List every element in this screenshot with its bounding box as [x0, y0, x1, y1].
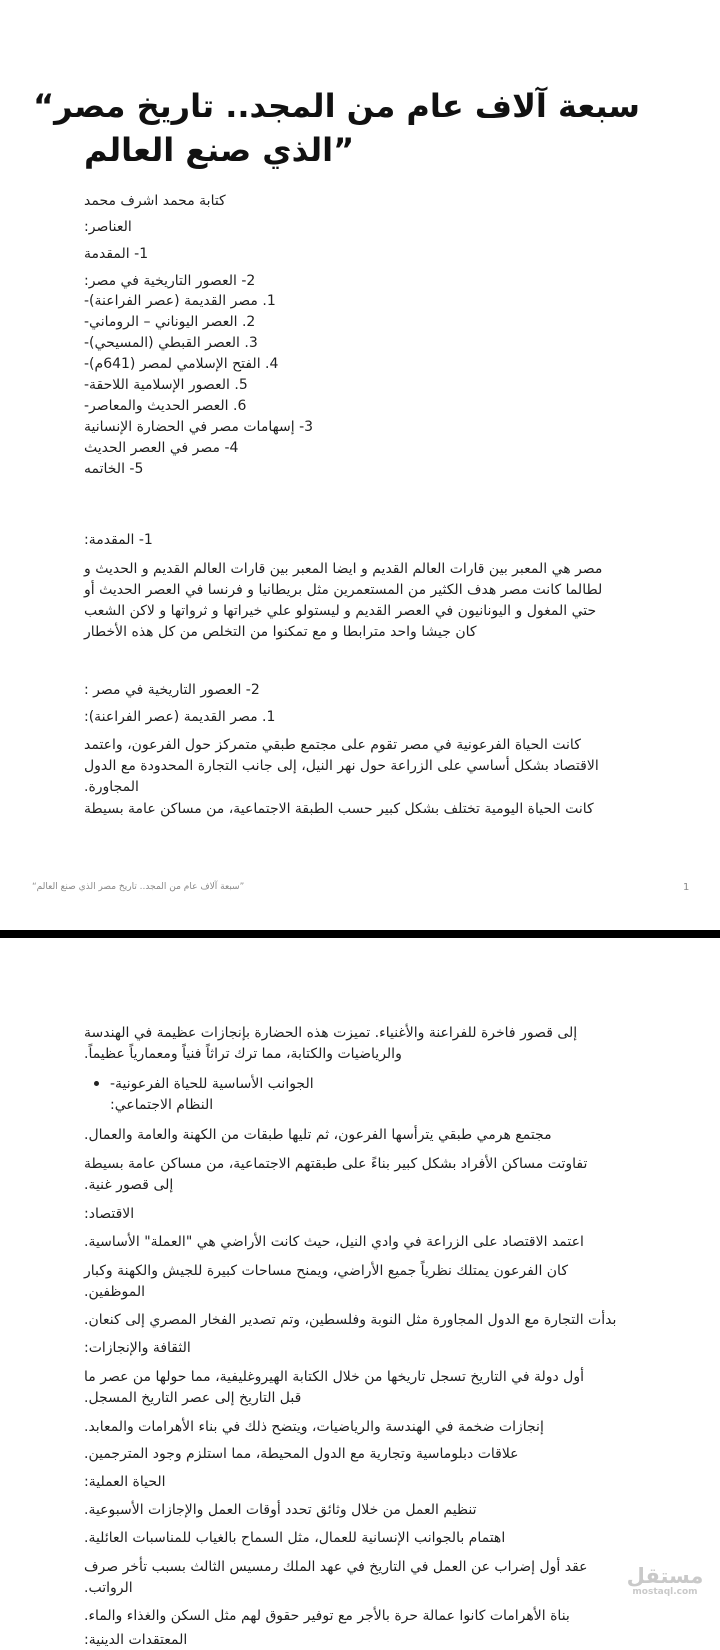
bullet-icon	[94, 1081, 99, 1086]
toc-item: 2- العصور التاريخية في مصر:	[84, 273, 256, 289]
ancient-paragraph-line: الاقتصاد بشكل أساسي على الزراعة حول نهر النيل، إلى جانب التجارة المحدودة مع الدول	[84, 758, 599, 774]
ancient-paragraph-line: المجاورة.	[84, 779, 139, 795]
culture-paragraph: علاقات دبلوماسية وتجارية مع الدول المحيطة، مما استلزم وجود المترجمين.	[84, 1446, 519, 1462]
culture-paragraph-line: قبل التاريخ إلى عصر التاريخ المسجل.	[84, 1390, 302, 1406]
bullet-item-line: النظام الاجتماعي:	[110, 1097, 214, 1113]
social-paragraph: مجتمع هرمي طبقي يترأسها الفرعون، ثم تليها طبقات من الكهنة والعامة والعمال.	[84, 1127, 552, 1143]
page-number: 1	[683, 882, 690, 893]
intro-paragraph-line: كان جيشا واحد مترابطا و مع تمكنوا من التخلص من كل هذه الأخطار	[84, 624, 477, 640]
ancient-paragraph-line: كانت الحياة اليومية تختلف بشكل كبير حسب الطبقة الاجتماعية، من مساكن عامة بسيطة	[84, 801, 594, 817]
mostaql-watermark-logo	[620, 1565, 710, 1597]
toc-item: 4- مصر في العصر الحديث	[84, 440, 239, 456]
continued-paragraph-line: إلى قصور فاخرة للفراعنة والأغنياء. تميزت هذه الحضارة بإنجازات عظيمة في الهندسة	[84, 1025, 578, 1041]
intro-paragraph-line: مصر هي المعبر بين قارات العالم القديم و ايضا المعبر بين قارات العالم القديم و الحديث و	[84, 561, 603, 577]
page-separator	[0, 930, 720, 938]
toc-heading: العناصر:	[84, 219, 132, 235]
worklife-paragraph-line: الرواتب.	[84, 1580, 133, 1596]
intro-paragraph-line: لطالما كانت مصر هدف الكثير من المستعمرين مثل بريطانيا و فرنسا في العصر الحديث أو	[84, 582, 603, 598]
economy-paragraph-line: الموظفين.	[84, 1284, 146, 1300]
watermark-brand: مستقل	[626, 1564, 704, 1588]
toc-subitem: 6. العصر الحديث والمعاصر-	[84, 398, 247, 414]
worklife-paragraph-line: عقد أول إضراب عن العمل في التاريخ في عهد الملك رمسيس الثالث بسبب تأخر صرف	[84, 1559, 588, 1575]
culture-paragraph: إنجازات ضخمة في الهندسة والرياضيات، ويتضح ذلك في بناء الأهرامات والمعابد.	[84, 1419, 544, 1435]
ancient-paragraph-line: كانت الحياة الفرعونية في مصر تقوم على مجتمع طبقي متمركز حول الفرعون، واعتمد	[84, 737, 581, 753]
document-title-line-1: سبعة آلاف عام من المجد.. تاريخ مصر“	[33, 87, 640, 125]
economy-paragraph-line: كان الفرعون يمتلك نظرياً جميع الأراضي، ويمنح مساحات كبيرة للجيش والكهنة وكبار	[84, 1263, 568, 1279]
toc-item: 3- إسهامات مصر في الحضارة الإنسانية	[84, 419, 314, 435]
toc-subitem: 5. العصور الإسلامية اللاحقة-	[84, 377, 248, 393]
culture-paragraph-line: أول دولة في التاريخ تسجل تاريخها من خلال الكتابة الهيروغليفية، مما حولها من عصر ما	[84, 1369, 585, 1385]
worklife-paragraph: تنظيم العمل من خلال وثائق تحدد أوقات العمل والإجازات الأسبوعية.	[84, 1502, 477, 1518]
culture-heading: الثقافة والإنجازات:	[84, 1340, 191, 1356]
worklife-heading: الحياة العملية:	[84, 1474, 166, 1490]
page-footer-title: ”سبعة آلاف عام من المجد.. تاريخ مصر الذي صنع العالم“	[32, 882, 245, 892]
toc-subitem: 3. العصر القبطي (المسيحي)-	[84, 335, 258, 351]
worklife-paragraph: اهتمام بالجوانب الإنسانية للعمال، مثل السماح بالغياب للمناسبات العائلية.	[84, 1530, 506, 1546]
toc-subitem: 4. الفتح الإسلامي لمصر (641م)-	[84, 356, 279, 372]
religion-heading-cut: المعتقدات الدينية:	[84, 1632, 188, 1648]
toc-item: 1- المقدمة	[84, 246, 149, 262]
intro-heading: 1- المقدمة:	[84, 532, 153, 548]
author-line: كتابة محمد اشرف محمد	[84, 193, 226, 209]
economy-paragraph: بدأت التجارة مع الدول المجاورة مثل النوبة وفلسطين، وتم تصدير الفخار المصري إلى كنعان.	[84, 1312, 617, 1328]
intro-paragraph-line: حتي المغول و اليونانيون في العصر القديم و ليستولو علي خيراتها و ثرواتها و لاكن الشعب	[84, 603, 597, 619]
document-title-line-2: ”الذي صنع العالم	[84, 131, 355, 169]
worklife-paragraph: بناة الأهرامات كانوا عمالة حرة بالأجر مع توفير حقوق لهم مثل السكن والغذاء والماء.	[84, 1608, 570, 1624]
bullet-item-line: الجوانب الأساسية للحياة الفرعونية-	[110, 1076, 314, 1092]
continued-paragraph-line: والرياضيات والكتابة، مما ترك تراثاً فنياً ومعمارياً عظيماً.	[84, 1046, 402, 1062]
economy-heading: الاقتصاد:	[84, 1206, 135, 1222]
toc-subitem: 2. العصر اليوناني – الروماني-	[84, 314, 256, 330]
toc-item: 5- الخاتمه	[84, 461, 144, 477]
eras-heading: 2- العصور التاريخية في مصر :	[84, 682, 260, 698]
economy-paragraph: اعتمد الاقتصاد على الزراعة في وادي النيل، حيث كانت الأراضي هي "العملة" الأساسية.	[84, 1234, 584, 1250]
toc-subitem: 1. مصر القديمة (عصر الفراعنة)-	[84, 293, 276, 309]
watermark-domain: mostaql.com	[632, 1587, 698, 1597]
social-paragraph-line: إلى قصور غنية.	[84, 1177, 174, 1193]
social-paragraph-line: تفاوتت مساكن الأفراد بشكل كبير بناءً على طبقتهم الاجتماعية، من مساكن عامة بسيطة	[84, 1156, 588, 1172]
ancient-egypt-heading: 1. مصر القديمة (عصر الفراعنة):	[84, 709, 276, 725]
